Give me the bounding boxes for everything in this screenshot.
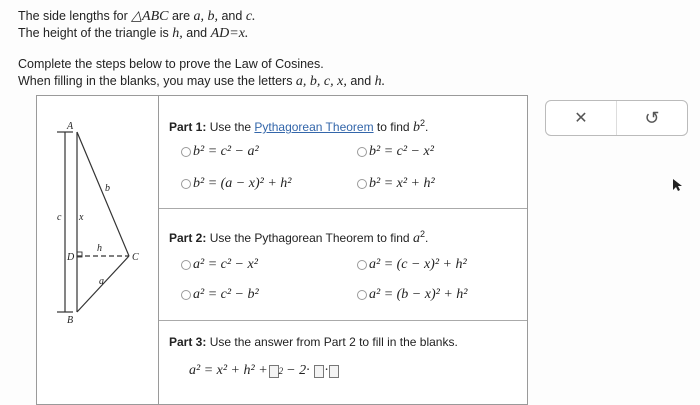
option-equation: a² = (b − x)² + h² [369,287,468,302]
radio-button[interactable] [181,147,191,157]
equation-middle: − 2· [286,363,310,378]
intro-var-h: h. [374,74,386,89]
option-equation: b² = x² + h² [369,176,435,191]
label-side-a: a [99,276,104,287]
label-side-c: c [57,212,62,223]
problem-intro [18,8,385,90]
intro-eq-ad: AD=x. [210,26,249,41]
radio-button[interactable] [357,290,367,300]
intro-text: The height of the triangle is [18,26,173,40]
intro-text: and [182,26,211,40]
part-2-option-1[interactable] [181,257,258,273]
label-height-h: h [97,243,102,254]
label-c-vertex: C [132,252,139,263]
option-equation: a² = (c − x)² + h² [369,257,467,272]
option-equation: a² = c² − b² [193,287,259,302]
clear-button[interactable] [546,101,617,135]
answer-toolbar [545,100,688,136]
intro-vars: a, b, c, x, [295,74,347,89]
part-1-option-3[interactable] [181,176,291,192]
part-2-var: a [412,231,420,246]
intro-text: and [218,9,246,23]
part-1-text: to find [373,120,413,134]
mouse-cursor-icon [672,178,684,192]
part-1-option-2[interactable] [357,144,434,160]
label-d-point: D [67,252,75,263]
part-1-text: Use the [206,120,255,134]
blank-input-2[interactable] [314,365,324,378]
blank-input-3[interactable] [329,365,339,378]
radio-button[interactable] [357,147,367,157]
radio-button[interactable] [357,260,367,270]
label-side-b: b [105,183,110,194]
option-equation: b² = c² − a² [193,144,259,159]
intro-text: are [168,9,194,23]
label-a-vertex: A [67,121,74,132]
intro-line-2 [18,25,385,42]
proof-panel [36,95,528,405]
label-segment-x: x [79,212,84,223]
intro-line-3: Complete the steps below to prove the Law of Cosines. [18,57,324,71]
equation-lhs: a² = x² + h² + [189,363,268,378]
part-2-option-3[interactable] [181,287,259,303]
part-2-label: Part 2: [169,231,207,245]
intro-line-4 [18,73,385,90]
part-2-text: Use the Pythagorean Theorem to find [206,231,413,245]
blank-input-1[interactable] [269,365,279,378]
part-1-title: Part 1: Use the Pythagorean Theorem to find $b^2$. [169,118,429,135]
intro-text: When filling in the blanks, you may use the letters [18,74,296,88]
intro-line-1 [18,8,385,25]
triangle-symbol: △ABC [131,9,169,24]
option-equation: a² = c² − x² [193,257,258,272]
part-1-option-1[interactable] [181,144,259,160]
option-equation: b² = (a − x)² + h² [193,176,292,191]
triangle-diagram [37,96,159,405]
radio-button[interactable] [181,260,191,270]
part-1-label: Part 1: [169,120,207,134]
close-icon: ✕ [574,110,588,127]
radio-button[interactable] [181,290,191,300]
part-3 [159,321,527,405]
part-3-equation: a² = x² + h² + 2 − 2· · [189,363,340,379]
undo-icon: ↺ [644,107,660,128]
part-2-option-2[interactable] [357,257,467,273]
part-2 [159,209,527,321]
intro-text: The side lengths for [18,9,132,23]
intro-vars: a, b, [193,9,218,24]
part-1-var: b [412,120,420,135]
pythagorean-theorem-link[interactable]: Pythagorean Theorem [254,120,374,134]
intro-var-c: c. [245,9,256,24]
part-1-option-4[interactable] [357,176,435,192]
part-3-text: Use the answer from Part 2 to fill in the blanks. [206,335,458,349]
proof-steps [159,96,527,405]
part-3-label: Part 3: [169,335,207,349]
intro-text: and [346,74,375,88]
part-2-title: Part 2: Use the Pythagorean Theorem to find $a^2$. [169,229,429,246]
part-1 [159,96,527,209]
reset-button[interactable] [617,101,687,135]
label-b-vertex: B [67,315,74,326]
part-2-option-4[interactable] [357,287,467,303]
radio-button[interactable] [357,179,367,189]
radio-button[interactable] [181,179,191,189]
part-3-title [169,335,458,349]
intro-var-h: h, [172,26,183,41]
triangle-figure [37,96,159,405]
option-equation: b² = c² − x² [369,144,434,159]
